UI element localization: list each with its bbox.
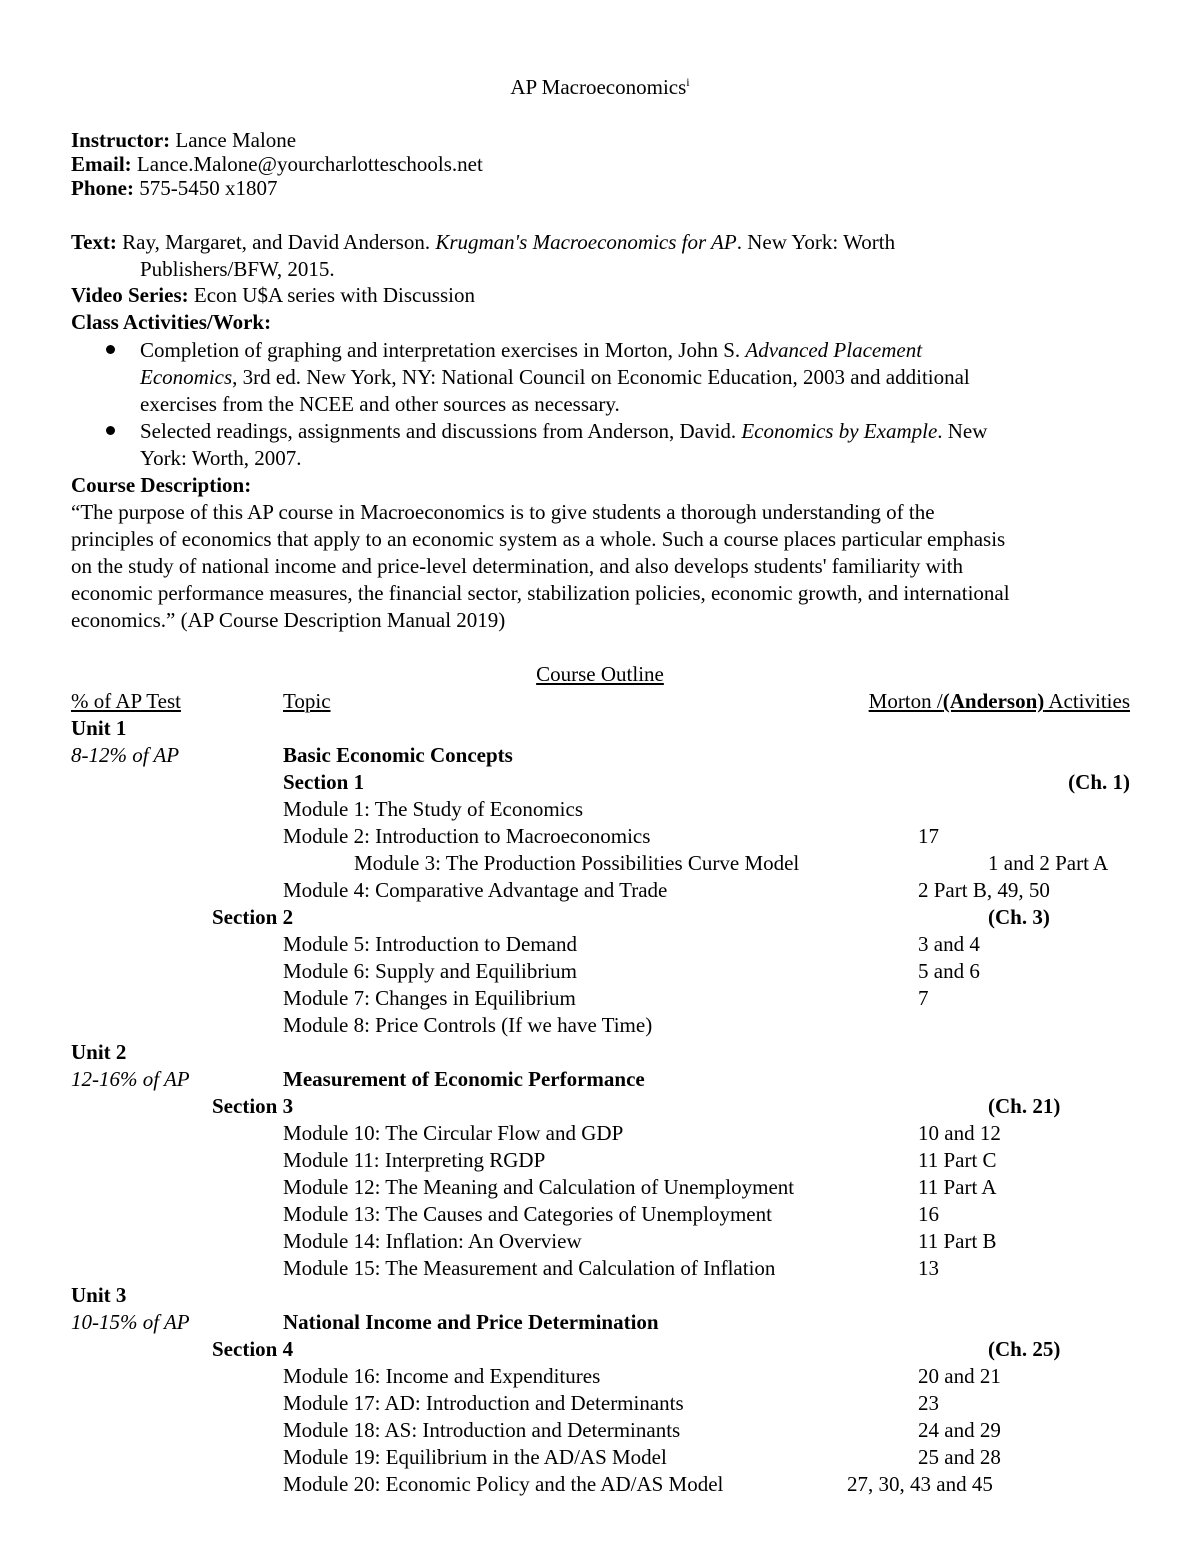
activity-1-line-2 [140,364,970,391]
activity-2-line-2: York: Worth, 2007. [140,446,302,470]
module-name: Module 19: Equilibrium in the AD/AS Model [283,1445,667,1469]
unit-percentage: 10-15% of AP [71,1310,190,1334]
activity-1-line-1 [140,337,922,364]
description-heading: Course Description: [71,473,252,497]
video-line [71,282,475,309]
module-row [0,796,1200,823]
module-activity: 11 Part C [918,1148,997,1172]
col-header-morton: Morton / [868,689,943,713]
activity-2-text: Selected readings, assignments and discussions from Anderson, David. [140,419,737,443]
module-row [0,850,1200,877]
module-activity: 11 Part B [918,1229,997,1253]
module-row [0,1390,1200,1417]
section-row [0,1093,1200,1120]
module-name: Module 4: Comparative Advantage and Trade [283,878,668,902]
title-text: AP Macroeconomics [510,75,687,99]
unit-percentage: 8-12% of AP [71,743,180,767]
module-row [0,1120,1200,1147]
module-activity: 16 [918,1202,939,1226]
phone-line [71,175,278,202]
email-address: Lance.Malone@yourcharlotteschools.net [136,152,483,176]
unit-topic-row [0,1066,1200,1093]
activity-1-text-cont: , 3rd ed. New York, NY: National Council on Economic Education, 2003 and additional [232,365,970,389]
text-line [71,229,895,256]
activity-2-text-cont: . New [937,419,988,443]
module-activity: 27, 30, 43 and 45 [847,1472,993,1496]
module-activity: 3 and 4 [918,932,980,956]
unit-topic: Basic Economic Concepts [283,743,513,767]
unit-row [0,1039,1200,1066]
module-row [0,985,1200,1012]
activity-1-text: Completion of graphing and interpretation exercises in Morton, John S. [140,338,741,362]
section-label: Section 1 [283,770,365,794]
text-publisher: . New York: Worth [736,230,896,254]
module-name: Module 13: The Causes and Categories of Unemployment [283,1202,772,1226]
unit-topic-row [0,742,1200,769]
module-activity: 5 and 6 [918,959,980,983]
text-authors: Ray, Margaret, and David Anderson. [122,230,431,254]
module-name: Module 8: Price Controls (If we have Time) [283,1013,653,1037]
text-book-title: Krugman's Macroeconomics for AP [435,230,737,254]
module-activity: 24 and 29 [918,1418,1001,1442]
title-footnote-marker: i [686,75,690,89]
module-activity: 10 and 12 [918,1121,1001,1145]
module-activity: 1 and 2 Part A [988,851,1109,875]
instructor-line [71,127,296,154]
bullet-icon [106,345,115,354]
unit-topic: Measurement of Economic Performance [283,1067,645,1091]
module-row [0,1012,1200,1039]
module-name: Module 6: Supply and Equilibrium [283,959,577,983]
instructor-name: Lance Malone [175,128,297,152]
module-activity: 17 [918,824,939,848]
text-label: Text: [71,230,117,254]
email-label: Email: [71,152,132,176]
activity-1-line-3: exercises from the NCEE and other sources as necessary. [140,392,620,416]
phone-number: 575-5450 x1807 [139,176,278,200]
module-row [0,1255,1200,1282]
unit-label: Unit 1 [71,716,127,740]
module-row [0,1417,1200,1444]
section-chapter: (Ch. 1) [1068,770,1130,794]
module-name: Module 7: Changes in Equilibrium [283,986,576,1010]
description-line: “The purpose of this AP course in Macroeconomics is to give students a thorough understanding of the [71,500,935,524]
activity-1-book: Advanced Placement [745,338,923,362]
module-row [0,1363,1200,1390]
module-row [0,1174,1200,1201]
page-title [0,74,1200,101]
module-activity: 13 [918,1256,939,1280]
video-label: Video Series: [71,283,189,307]
bullet-icon [106,426,115,435]
col-header-activities-label: Activities [1044,689,1130,713]
col-header-activities [869,688,1130,715]
module-activity: 25 and 28 [918,1445,1001,1469]
section-label: Section 2 [212,905,294,929]
section-row [0,1336,1200,1363]
module-name: Module 11: Interpreting RGDP [283,1148,546,1172]
module-name: Module 18: AS: Introduction and Determinants [283,1418,681,1442]
unit-row [0,1282,1200,1309]
instructor-label: Instructor: [71,128,171,152]
section-chapter: (Ch. 3) [988,905,1050,929]
section-label: Section 3 [212,1094,294,1118]
description-line: economic performance measures, the financial sector, stabilization policies, economic growth, and international [71,581,1010,605]
unit-percentage: 12-16% of AP [71,1067,190,1091]
section-label: Section 4 [212,1337,294,1361]
module-row [0,1471,1200,1498]
module-name: Module 10: The Circular Flow and GDP [283,1121,624,1145]
activity-2-line-1 [140,418,987,445]
module-activity: 20 and 21 [918,1364,1001,1388]
unit-topic: National Income and Price Determination [283,1310,659,1334]
unit-topic-row [0,1309,1200,1336]
video-value: Econ U$A series with Discussion [193,283,476,307]
module-name: Module 3: The Production Possibilities Curve Model [354,851,800,875]
module-name: Module 5: Introduction to Demand [283,932,577,956]
outline-column-headers [0,688,1200,715]
activities-heading: Class Activities/Work: [71,310,272,334]
unit-label: Unit 2 [71,1040,127,1064]
module-name: Module 15: The Measurement and Calculation of Inflation [283,1256,776,1280]
col-header-anderson: (Anderson) [942,689,1045,713]
module-name: Module 12: The Meaning and Calculation of Unemployment [283,1175,795,1199]
module-name: Module 1: The Study of Economics [283,797,583,821]
module-activity: 11 Part A [918,1175,997,1199]
module-name: Module 17: AD: Introduction and Determinants [283,1391,684,1415]
phone-label: Phone: [71,176,134,200]
module-name: Module 16: Income and Expenditures [283,1364,601,1388]
section-row [0,904,1200,931]
section-chapter: (Ch. 21) [988,1094,1061,1118]
description-line: on the study of national income and price-level determination, and also develops students' familiarity with [71,554,963,578]
module-row [0,931,1200,958]
activity-1-book-cont: Economics [140,365,233,389]
unit-label: Unit 3 [71,1283,127,1307]
module-activity: 23 [918,1391,939,1415]
col-header-ap-test: % of AP Test [71,689,181,713]
module-name: Module 20: Economic Policy and the AD/AS Model [283,1472,724,1496]
module-row [0,958,1200,985]
description-line: economics.” (AP Course Description Manual 2019) [71,608,506,632]
email-line [71,151,483,178]
text-line-2: Publishers/BFW, 2015. [140,257,335,281]
module-row [0,877,1200,904]
module-name: Module 2: Introduction to Macroeconomics [283,824,651,848]
unit-row [0,715,1200,742]
module-row [0,1201,1200,1228]
activity-2-book: Economics by Example [741,419,938,443]
module-row [0,1444,1200,1471]
col-header-topic: Topic [283,689,331,713]
description-line: principles of economics that apply to an economic system as a whole. Such a course places particular emphasis [71,527,1006,551]
module-row [0,823,1200,850]
module-activity: 2 Part B, 49, 50 [918,878,1050,902]
module-row [0,1147,1200,1174]
module-activity: 7 [918,986,929,1010]
module-name: Module 14: Inflation: An Overview [283,1229,582,1253]
outline-heading: Course Outline [536,662,664,686]
module-row [0,1228,1200,1255]
section-row [0,769,1200,796]
section-chapter: (Ch. 25) [988,1337,1061,1361]
